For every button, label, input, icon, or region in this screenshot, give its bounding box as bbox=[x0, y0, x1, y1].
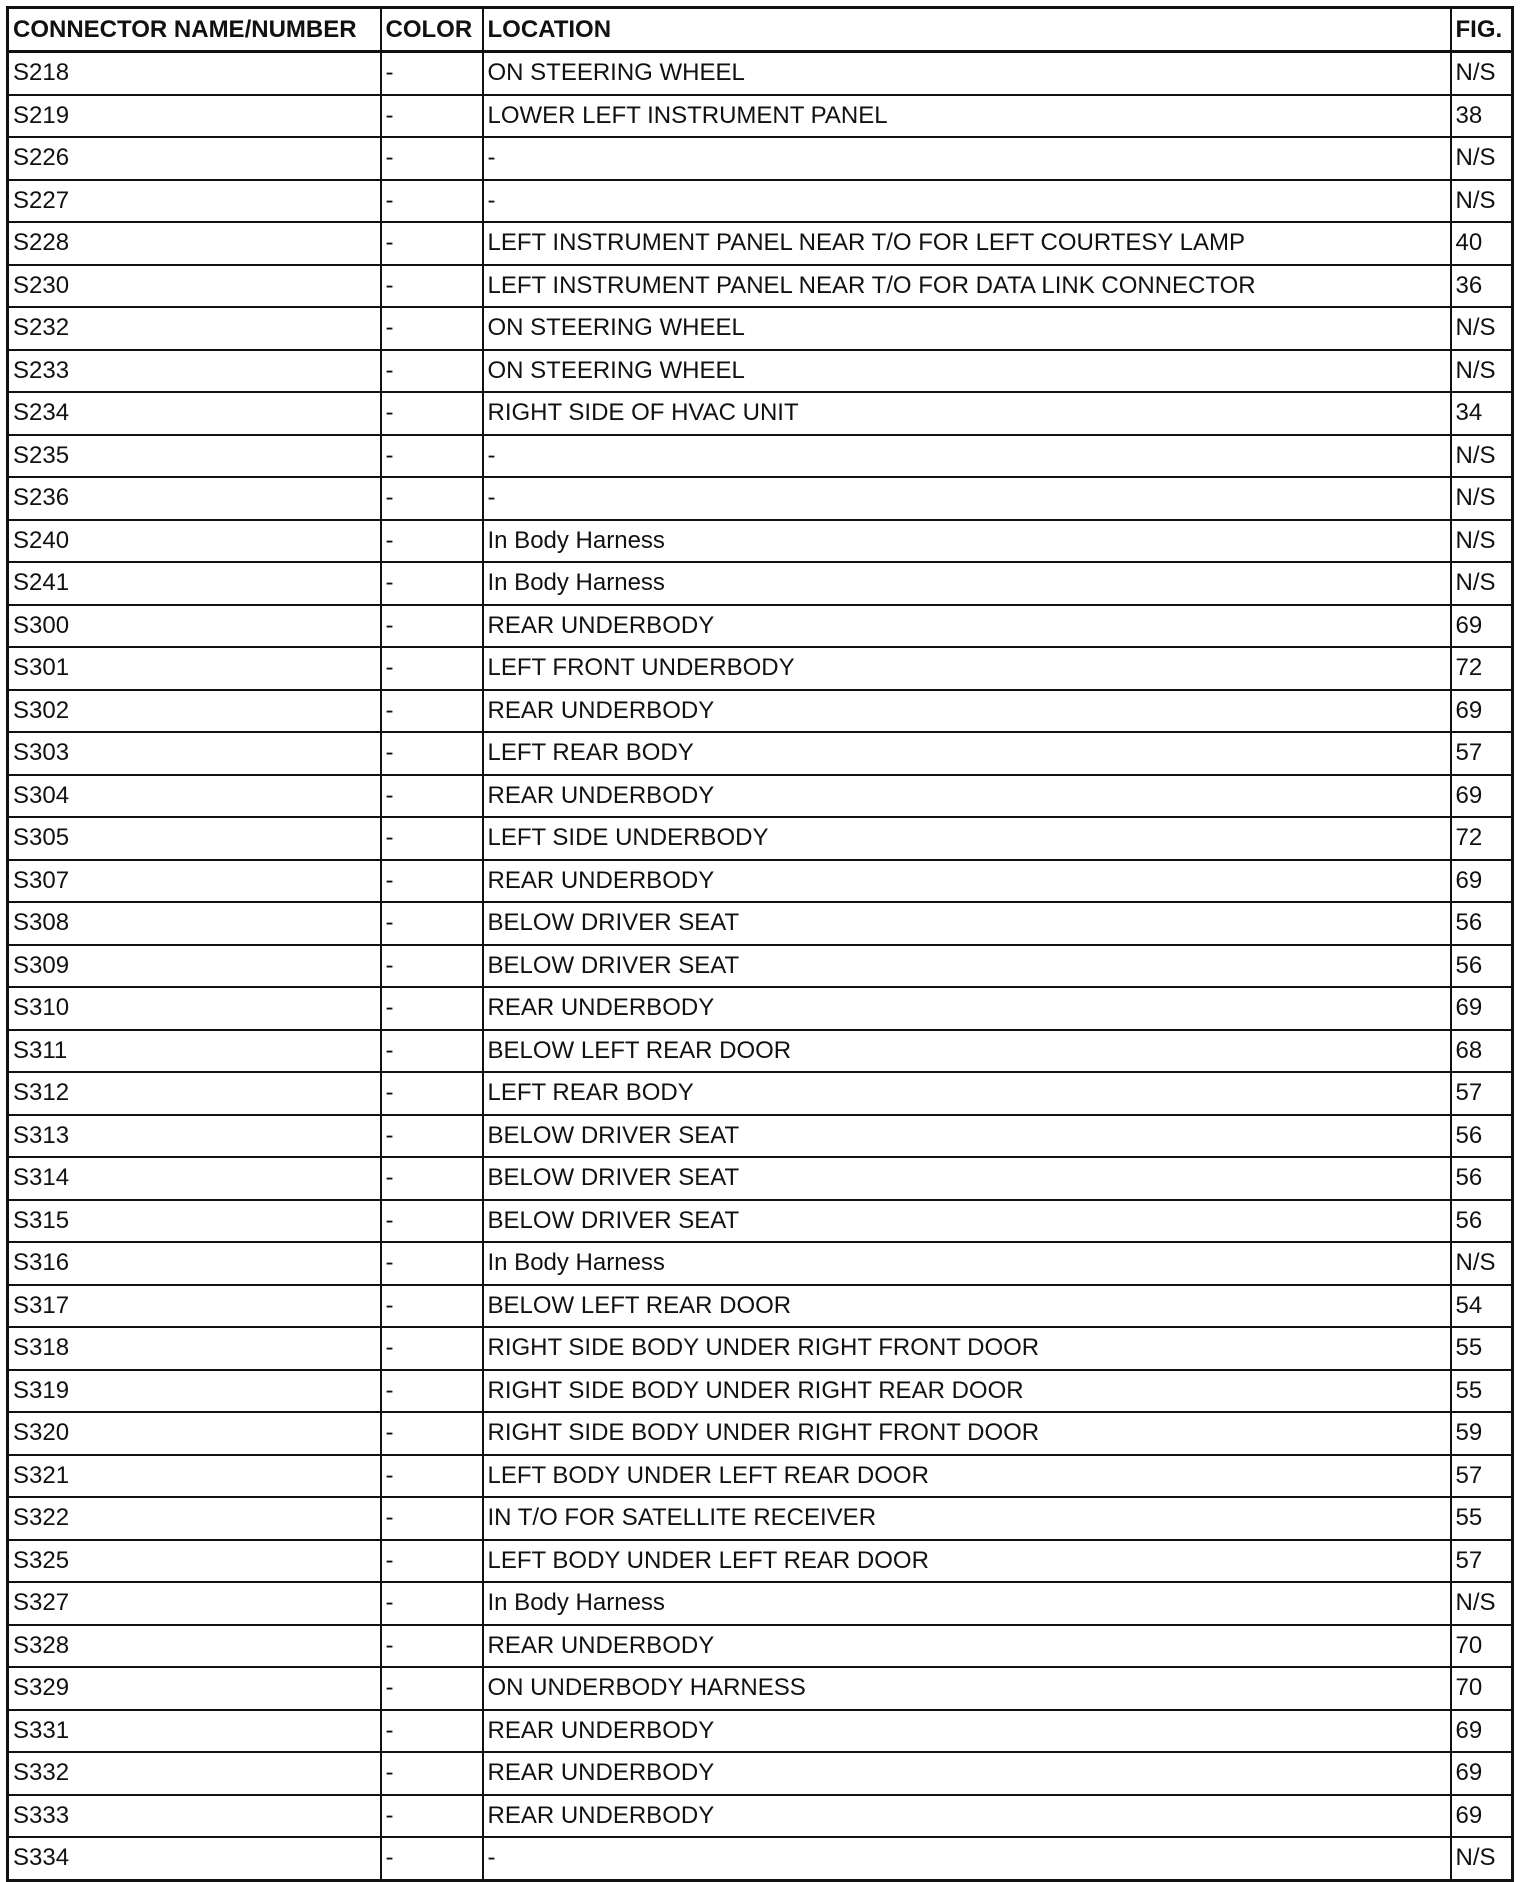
color-cell: - bbox=[381, 477, 483, 520]
fig-cell: 40 bbox=[1451, 222, 1513, 265]
connector-name-cell: S227 bbox=[8, 180, 381, 223]
color-cell: - bbox=[381, 52, 483, 95]
fig-cell: 55 bbox=[1451, 1327, 1513, 1370]
fig-cell: 56 bbox=[1451, 1200, 1513, 1243]
location-cell: REAR UNDERBODY bbox=[483, 690, 1451, 733]
location-cell: REAR UNDERBODY bbox=[483, 1795, 1451, 1838]
location-cell: RIGHT SIDE BODY UNDER RIGHT FRONT DOOR bbox=[483, 1327, 1451, 1370]
connector-name-cell: S303 bbox=[8, 732, 381, 775]
connector-name-cell: S329 bbox=[8, 1667, 381, 1710]
table-row bbox=[8, 222, 1513, 265]
color-cell: - bbox=[381, 180, 483, 223]
fig-cell: 69 bbox=[1451, 860, 1513, 903]
fig-cell: 57 bbox=[1451, 1540, 1513, 1583]
connector-name-cell: S312 bbox=[8, 1072, 381, 1115]
location-cell: REAR UNDERBODY bbox=[483, 987, 1451, 1030]
fig-cell: N/S bbox=[1451, 137, 1513, 180]
fig-cell: 56 bbox=[1451, 1115, 1513, 1158]
table-row bbox=[8, 1157, 1513, 1200]
connector-name-cell: S319 bbox=[8, 1370, 381, 1413]
connector-name-cell: S300 bbox=[8, 605, 381, 648]
connector-name-cell: S318 bbox=[8, 1327, 381, 1370]
table-row bbox=[8, 860, 1513, 903]
color-cell: - bbox=[381, 562, 483, 605]
location-cell: ON STEERING WHEEL bbox=[483, 307, 1451, 350]
color-cell: - bbox=[381, 1327, 483, 1370]
color-cell: - bbox=[381, 860, 483, 903]
fig-cell: 69 bbox=[1451, 775, 1513, 818]
connector-name-cell: S332 bbox=[8, 1752, 381, 1795]
table-row bbox=[8, 350, 1513, 393]
connector-name-cell: S240 bbox=[8, 520, 381, 563]
location-cell: LEFT INSTRUMENT PANEL NEAR T/O FOR LEFT COURTESY LAMP bbox=[483, 222, 1451, 265]
table-row bbox=[8, 265, 1513, 308]
table-row bbox=[8, 392, 1513, 435]
color-cell: - bbox=[381, 817, 483, 860]
table-row bbox=[8, 1242, 1513, 1285]
fig-cell: 69 bbox=[1451, 690, 1513, 733]
color-cell: - bbox=[381, 1412, 483, 1455]
color-cell: - bbox=[381, 987, 483, 1030]
table-row bbox=[8, 1115, 1513, 1158]
connector-name-cell: S228 bbox=[8, 222, 381, 265]
color-cell: - bbox=[381, 137, 483, 180]
fig-cell: 56 bbox=[1451, 1157, 1513, 1200]
color-cell: - bbox=[381, 1157, 483, 1200]
color-cell: - bbox=[381, 1285, 483, 1328]
location-cell: RIGHT SIDE BODY UNDER RIGHT FRONT DOOR bbox=[483, 1412, 1451, 1455]
table-row bbox=[8, 1667, 1513, 1710]
color-cell: - bbox=[381, 1667, 483, 1710]
table-row bbox=[8, 520, 1513, 563]
table-row bbox=[8, 902, 1513, 945]
location-cell: - bbox=[483, 137, 1451, 180]
color-cell: - bbox=[381, 1710, 483, 1753]
color-cell: - bbox=[381, 1625, 483, 1668]
location-cell: LEFT INSTRUMENT PANEL NEAR T/O FOR DATA LINK CONNECTOR bbox=[483, 265, 1451, 308]
connector-name-cell: S321 bbox=[8, 1455, 381, 1498]
fig-cell: 69 bbox=[1451, 1795, 1513, 1838]
location-cell: REAR UNDERBODY bbox=[483, 775, 1451, 818]
location-cell: REAR UNDERBODY bbox=[483, 860, 1451, 903]
table-row bbox=[8, 1582, 1513, 1625]
fig-cell: N/S bbox=[1451, 180, 1513, 223]
connector-name-cell: S328 bbox=[8, 1625, 381, 1668]
table-row bbox=[8, 732, 1513, 775]
header-connector-name: CONNECTOR NAME/NUMBER bbox=[8, 8, 381, 52]
fig-cell: 69 bbox=[1451, 605, 1513, 648]
fig-cell: N/S bbox=[1451, 52, 1513, 95]
location-cell: - bbox=[483, 1837, 1451, 1880]
table-row bbox=[8, 1837, 1513, 1880]
color-cell: - bbox=[381, 1795, 483, 1838]
fig-cell: 34 bbox=[1451, 392, 1513, 435]
fig-cell: 57 bbox=[1451, 1072, 1513, 1115]
connector-table bbox=[6, 6, 1514, 1882]
location-cell: - bbox=[483, 180, 1451, 223]
connector-name-cell: S331 bbox=[8, 1710, 381, 1753]
location-cell: In Body Harness bbox=[483, 1242, 1451, 1285]
fig-cell: N/S bbox=[1451, 1837, 1513, 1880]
table-row bbox=[8, 1370, 1513, 1413]
table-row bbox=[8, 137, 1513, 180]
color-cell: - bbox=[381, 1540, 483, 1583]
color-cell: - bbox=[381, 307, 483, 350]
fig-cell: N/S bbox=[1451, 1582, 1513, 1625]
color-cell: - bbox=[381, 1242, 483, 1285]
location-cell: - bbox=[483, 435, 1451, 478]
header-row bbox=[8, 8, 1513, 52]
color-cell: - bbox=[381, 265, 483, 308]
fig-cell: 70 bbox=[1451, 1667, 1513, 1710]
fig-cell: 69 bbox=[1451, 1752, 1513, 1795]
color-cell: - bbox=[381, 222, 483, 265]
connector-name-cell: S302 bbox=[8, 690, 381, 733]
fig-cell: 70 bbox=[1451, 1625, 1513, 1668]
connector-name-cell: S234 bbox=[8, 392, 381, 435]
connector-name-cell: S304 bbox=[8, 775, 381, 818]
location-cell: LEFT SIDE UNDERBODY bbox=[483, 817, 1451, 860]
fig-cell: 36 bbox=[1451, 265, 1513, 308]
color-cell: - bbox=[381, 1752, 483, 1795]
location-cell: RIGHT SIDE BODY UNDER RIGHT REAR DOOR bbox=[483, 1370, 1451, 1413]
table-row bbox=[8, 775, 1513, 818]
connector-name-cell: S334 bbox=[8, 1837, 381, 1880]
fig-cell: 57 bbox=[1451, 732, 1513, 775]
table-row bbox=[8, 1752, 1513, 1795]
location-cell: LEFT REAR BODY bbox=[483, 1072, 1451, 1115]
fig-cell: 72 bbox=[1451, 647, 1513, 690]
location-cell: LOWER LEFT INSTRUMENT PANEL bbox=[483, 95, 1451, 138]
connector-name-cell: S313 bbox=[8, 1115, 381, 1158]
color-cell: - bbox=[381, 732, 483, 775]
location-cell: IN T/O FOR SATELLITE RECEIVER bbox=[483, 1497, 1451, 1540]
fig-cell: 38 bbox=[1451, 95, 1513, 138]
fig-cell: N/S bbox=[1451, 435, 1513, 478]
color-cell: - bbox=[381, 1582, 483, 1625]
location-cell: BELOW DRIVER SEAT bbox=[483, 1200, 1451, 1243]
location-cell: REAR UNDERBODY bbox=[483, 605, 1451, 648]
fig-cell: 55 bbox=[1451, 1370, 1513, 1413]
fig-cell: N/S bbox=[1451, 307, 1513, 350]
fig-cell: 57 bbox=[1451, 1455, 1513, 1498]
connector-name-cell: S310 bbox=[8, 987, 381, 1030]
table-row bbox=[8, 95, 1513, 138]
connector-name-cell: S317 bbox=[8, 1285, 381, 1328]
table-row bbox=[8, 1412, 1513, 1455]
table-row bbox=[8, 1072, 1513, 1115]
location-cell: BELOW LEFT REAR DOOR bbox=[483, 1285, 1451, 1328]
table-row bbox=[8, 1030, 1513, 1073]
connector-name-cell: S308 bbox=[8, 902, 381, 945]
table-row bbox=[8, 52, 1513, 95]
header-fig: FIG. bbox=[1451, 8, 1513, 52]
color-cell: - bbox=[381, 775, 483, 818]
color-cell: - bbox=[381, 945, 483, 988]
header-location: LOCATION bbox=[483, 8, 1451, 52]
table-row bbox=[8, 1497, 1513, 1540]
color-cell: - bbox=[381, 1370, 483, 1413]
connector-name-cell: S219 bbox=[8, 95, 381, 138]
location-cell: LEFT REAR BODY bbox=[483, 732, 1451, 775]
fig-cell: N/S bbox=[1451, 1242, 1513, 1285]
table-body bbox=[8, 52, 1513, 1881]
connector-name-cell: S311 bbox=[8, 1030, 381, 1073]
color-cell: - bbox=[381, 1455, 483, 1498]
connector-name-cell: S218 bbox=[8, 52, 381, 95]
table-row bbox=[8, 477, 1513, 520]
color-cell: - bbox=[381, 1030, 483, 1073]
table-row bbox=[8, 690, 1513, 733]
location-cell: BELOW LEFT REAR DOOR bbox=[483, 1030, 1451, 1073]
connector-name-cell: S236 bbox=[8, 477, 381, 520]
connector-table-sheet bbox=[6, 6, 1511, 1882]
location-cell: BELOW DRIVER SEAT bbox=[483, 902, 1451, 945]
table-row bbox=[8, 1285, 1513, 1328]
header-color: COLOR bbox=[381, 8, 483, 52]
fig-cell: N/S bbox=[1451, 562, 1513, 605]
connector-name-cell: S316 bbox=[8, 1242, 381, 1285]
color-cell: - bbox=[381, 520, 483, 563]
color-cell: - bbox=[381, 690, 483, 733]
connector-name-cell: S309 bbox=[8, 945, 381, 988]
color-cell: - bbox=[381, 435, 483, 478]
location-cell: BELOW DRIVER SEAT bbox=[483, 945, 1451, 988]
color-cell: - bbox=[381, 95, 483, 138]
connector-name-cell: S315 bbox=[8, 1200, 381, 1243]
fig-cell: 56 bbox=[1451, 945, 1513, 988]
table-row bbox=[8, 945, 1513, 988]
connector-name-cell: S322 bbox=[8, 1497, 381, 1540]
location-cell: BELOW DRIVER SEAT bbox=[483, 1115, 1451, 1158]
location-cell: In Body Harness bbox=[483, 520, 1451, 563]
color-cell: - bbox=[381, 350, 483, 393]
table-row bbox=[8, 1625, 1513, 1668]
color-cell: - bbox=[381, 902, 483, 945]
color-cell: - bbox=[381, 392, 483, 435]
fig-cell: 69 bbox=[1451, 1710, 1513, 1753]
connector-name-cell: S333 bbox=[8, 1795, 381, 1838]
connector-name-cell: S320 bbox=[8, 1412, 381, 1455]
location-cell: - bbox=[483, 477, 1451, 520]
connector-name-cell: S241 bbox=[8, 562, 381, 605]
table-row bbox=[8, 435, 1513, 478]
color-cell: - bbox=[381, 605, 483, 648]
color-cell: - bbox=[381, 1837, 483, 1880]
table-row bbox=[8, 605, 1513, 648]
table-row bbox=[8, 1455, 1513, 1498]
table-row bbox=[8, 307, 1513, 350]
location-cell: In Body Harness bbox=[483, 1582, 1451, 1625]
fig-cell: 59 bbox=[1451, 1412, 1513, 1455]
connector-name-cell: S325 bbox=[8, 1540, 381, 1583]
location-cell: REAR UNDERBODY bbox=[483, 1710, 1451, 1753]
color-cell: - bbox=[381, 1115, 483, 1158]
location-cell: ON STEERING WHEEL bbox=[483, 350, 1451, 393]
color-cell: - bbox=[381, 1200, 483, 1243]
fig-cell: N/S bbox=[1451, 350, 1513, 393]
table-row bbox=[8, 1710, 1513, 1753]
connector-name-cell: S232 bbox=[8, 307, 381, 350]
fig-cell: 72 bbox=[1451, 817, 1513, 860]
connector-name-cell: S233 bbox=[8, 350, 381, 393]
fig-cell: 56 bbox=[1451, 902, 1513, 945]
location-cell: REAR UNDERBODY bbox=[483, 1625, 1451, 1668]
fig-cell: 68 bbox=[1451, 1030, 1513, 1073]
location-cell: BELOW DRIVER SEAT bbox=[483, 1157, 1451, 1200]
connector-name-cell: S307 bbox=[8, 860, 381, 903]
connector-name-cell: S305 bbox=[8, 817, 381, 860]
table-row bbox=[8, 180, 1513, 223]
location-cell: ON UNDERBODY HARNESS bbox=[483, 1667, 1451, 1710]
color-cell: - bbox=[381, 1072, 483, 1115]
color-cell: - bbox=[381, 647, 483, 690]
location-cell: LEFT FRONT UNDERBODY bbox=[483, 647, 1451, 690]
fig-cell: 54 bbox=[1451, 1285, 1513, 1328]
table-row bbox=[8, 817, 1513, 860]
fig-cell: N/S bbox=[1451, 520, 1513, 563]
connector-name-cell: S235 bbox=[8, 435, 381, 478]
connector-name-cell: S314 bbox=[8, 1157, 381, 1200]
connector-name-cell: S226 bbox=[8, 137, 381, 180]
table-row bbox=[8, 647, 1513, 690]
table-row bbox=[8, 1327, 1513, 1370]
location-cell: In Body Harness bbox=[483, 562, 1451, 605]
connector-name-cell: S327 bbox=[8, 1582, 381, 1625]
fig-cell: 69 bbox=[1451, 987, 1513, 1030]
table-row bbox=[8, 1795, 1513, 1838]
fig-cell: 55 bbox=[1451, 1497, 1513, 1540]
table-row bbox=[8, 1540, 1513, 1583]
color-cell: - bbox=[381, 1497, 483, 1540]
connector-name-cell: S230 bbox=[8, 265, 381, 308]
table-row bbox=[8, 987, 1513, 1030]
location-cell: ON STEERING WHEEL bbox=[483, 52, 1451, 95]
table-row bbox=[8, 1200, 1513, 1243]
location-cell: RIGHT SIDE OF HVAC UNIT bbox=[483, 392, 1451, 435]
location-cell: LEFT BODY UNDER LEFT REAR DOOR bbox=[483, 1540, 1451, 1583]
table-row bbox=[8, 562, 1513, 605]
connector-name-cell: S301 bbox=[8, 647, 381, 690]
location-cell: REAR UNDERBODY bbox=[483, 1752, 1451, 1795]
fig-cell: N/S bbox=[1451, 477, 1513, 520]
location-cell: LEFT BODY UNDER LEFT REAR DOOR bbox=[483, 1455, 1451, 1498]
